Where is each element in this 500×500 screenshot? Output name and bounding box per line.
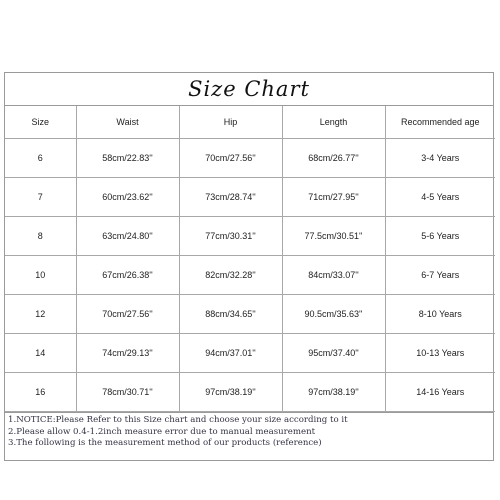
cell-length: 71cm/27.95'': [282, 178, 385, 217]
chart-title: Size Chart: [188, 77, 310, 101]
cell-length: 68cm/26.77'': [282, 139, 385, 178]
header-size: Size: [5, 106, 76, 139]
header-length: Length: [282, 106, 385, 139]
cell-hip: 88cm/34.65'': [179, 295, 282, 334]
table-row: [5, 139, 495, 178]
cell-waist: 74cm/29.13'': [76, 334, 179, 373]
table-row: [5, 373, 495, 412]
table-row: [5, 178, 495, 217]
cell-length: 84cm/33.07'': [282, 256, 385, 295]
cell-age: 14-16 Years: [385, 373, 495, 412]
cell-waist: 67cm/26.38'': [76, 256, 179, 295]
cell-waist: 63cm/24.80'': [76, 217, 179, 256]
cell-hip: 82cm/32.28'': [179, 256, 282, 295]
note-line: 3.The following is the measurement method of our products (reference): [8, 438, 322, 448]
header-waist: Waist: [76, 106, 179, 139]
cell-length: 90.5cm/35.63'': [282, 295, 385, 334]
cell-size: 7: [5, 178, 76, 217]
cell-age: 4-5 Years: [385, 178, 495, 217]
header-recommended-age: Recommended age: [385, 106, 495, 139]
cell-age: 5-6 Years: [385, 217, 495, 256]
notes: [5, 412, 493, 450]
header-hip: Hip: [179, 106, 282, 139]
cell-age: 8-10 Years: [385, 295, 495, 334]
cell-length: 97cm/38.19'': [282, 373, 385, 412]
cell-waist: 60cm/23.62'': [76, 178, 179, 217]
note-line: 2.Please allow 0.4-1.2inch measure error due to manual measurement: [8, 426, 316, 437]
size-table: [5, 106, 495, 412]
cell-waist: 78cm/30.71'': [76, 373, 179, 412]
cell-age: 10-13 Years: [385, 334, 495, 373]
cell-age: 6-7 Years: [385, 256, 495, 295]
cell-length: 95cm/37.40'': [282, 334, 385, 373]
cell-waist: 58cm/22.83'': [76, 139, 179, 178]
cell-size: 8: [5, 217, 76, 256]
cell-size: 16: [5, 373, 76, 412]
cell-hip: 77cm/30.31'': [179, 217, 282, 256]
cell-hip: 70cm/27.56'': [179, 139, 282, 178]
cell-size: 14: [5, 334, 76, 373]
cell-age: 3-4 Years: [385, 139, 495, 178]
cell-size: 6: [5, 139, 76, 178]
table-row: [5, 334, 495, 373]
cell-size: 12: [5, 295, 76, 334]
table-row: [5, 295, 495, 334]
cell-hip: 73cm/28.74'': [179, 178, 282, 217]
cell-length: 77.5cm/30.51'': [282, 217, 385, 256]
title-row: [5, 73, 493, 106]
header-row: [5, 106, 495, 139]
table-row: [5, 217, 495, 256]
size-chart: [4, 72, 494, 461]
cell-hip: 97cm/38.19'': [179, 373, 282, 412]
cell-waist: 70cm/27.56'': [76, 295, 179, 334]
cell-size: 10: [5, 256, 76, 295]
cell-hip: 94cm/37.01'': [179, 334, 282, 373]
table-row: [5, 256, 495, 295]
note-line: 1.NOTICE:Please Refer to this Size chart and choose your size according to it: [8, 415, 348, 425]
